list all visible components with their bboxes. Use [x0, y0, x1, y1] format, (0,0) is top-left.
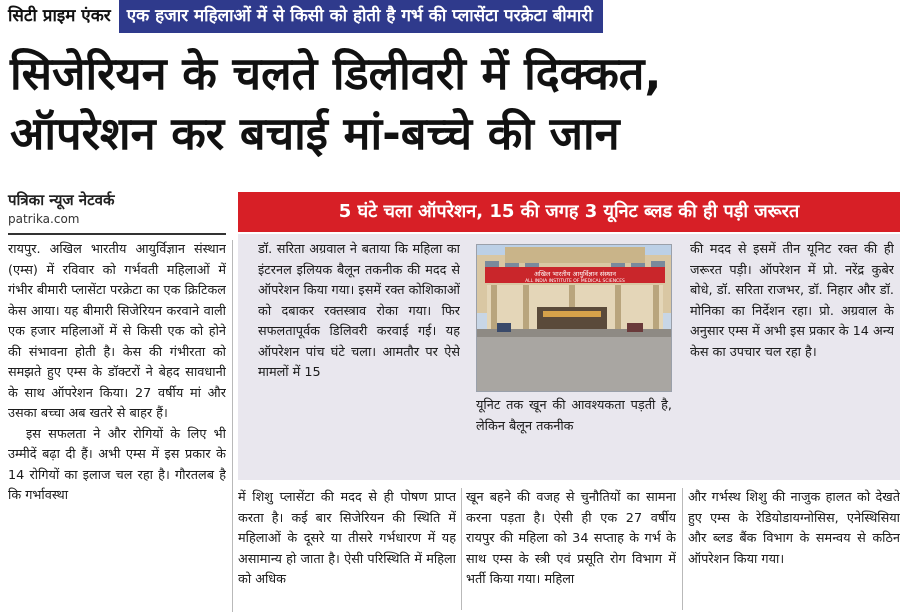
panel-column-left	[258, 240, 460, 446]
article-column-1	[8, 240, 226, 612]
headline-line-1: सिजेरियन के चलते डिलीवरी में दिक्कत,	[10, 47, 662, 100]
building-sign-line-1: अखिल भारतीय आयुर्विज्ञान संस्थान	[533, 270, 617, 278]
article-column-2	[238, 488, 456, 613]
building-sign-line-2: ALL INDIA INSTITUTE OF MEDICAL SCIENCES	[525, 279, 625, 284]
article-paragraph: खून बहने की वजह से चुनौतियों का सामना करना पड़ता है। ऐसी ही एक 27 वर्षीय रायपुर की महिला को 34 सप्ताह के गर्भ के साथ एम्स के स्त्री एवं प्रसूति रोग विभाग में भर्ती किया गया। महिला	[466, 490, 676, 587]
headline-line-2: ऑपरेशन कर बचाई मां-बच्चे की जान	[10, 107, 620, 160]
kicker-text: एक हजार महिलाओं में से किसी को होती है गर्भ की प्लासेंटा परक्रेटा बीमारी	[126, 6, 593, 26]
kicker-tag: सिटी प्राइम एंकर	[0, 0, 119, 33]
byline-name: पत्रिका न्यूज नेटवर्क	[8, 191, 115, 209]
column-divider	[232, 240, 233, 612]
kicker-strip	[0, 0, 603, 33]
article-column-3	[466, 488, 676, 613]
photo-caption	[476, 396, 672, 440]
article-paragraph: और गर्भस्थ शिशु की नाजुक हालत को देखते हुए एम्स के रेडियोडायग्नोसिस, एनेस्थिसिया और ब्लड बैंक विभाग के समन्वय से कठिन ऑपरेशन किया गया।	[688, 490, 900, 567]
byline-site: patrika.com	[8, 212, 80, 226]
subhead-banner: 5 घंटे चला ऑपरेशन, 15 की जगह 3 यूनिट ब्लड की ही पड़ी जरूरत	[238, 192, 900, 232]
article-paragraph: की मदद से इसमें तीन यूनिट रक्त की ही जरूरत पड़ी। ऑपरेशन में प्रो. नरेंद्र कुबेर बोधे, डॉ. सरिता राजभर, डॉ. निहार और डॉ. मोनिका का निर्देशन रहा। प्रो. अग्रवाल के अनुसार एम्स में अभी इस प्रकार के 14 अन्य केस का उपचार चल रहा है।	[690, 242, 894, 360]
article-paragraph: इस सफलता ने और रोगियों के लिए भी उम्मीदें बढ़ा दी हैं। अभी एम्स में इस प्रकार के 14 रोगियों का इलाज चल रहा है। गौरतलब है कि गर्भावस्था	[8, 426, 226, 503]
byline-rule	[8, 233, 226, 235]
caption-text: यूनिट तक खून की आवश्यकता पड़ती है, लेकिन बैलून तकनीक	[476, 398, 672, 434]
article-column-4	[688, 488, 900, 613]
column-divider	[461, 488, 462, 610]
panel-column-right	[690, 240, 894, 446]
building-illustration	[477, 245, 672, 392]
article-paragraph: रायपुर. अखिल भारतीय आयुर्विज्ञान संस्थान (एम्स) में रविवार को गर्भवती महिलाओं में गंभीर बीमारी प्लासेंटा परक्रेटा का एक क्रिटिकल केस आया। यह बीमारी सिजेरियन करवाने वाली एक हजार महिलाओं में से किसी एक को होने की संभावना होती है। केस की गंभीरता को समझते हुए एम्स के डॉक्टरों ने बेहद सावधानी के साथ ऑपरेशन किया। 27 वर्षीय मां और उसका बच्चा अब खतरे से बाहर हैं।	[8, 242, 226, 421]
byline	[8, 190, 115, 226]
article-paragraph: में शिशु प्लासेंटा की मदद से ही पोषण प्राप्त करता है। कई बार सिजेरियन की स्थिति में महिलाओं के दूसरे या तीसरे गर्भधारण में यह असामान्य हो जाता है। ऐसी परिस्थिति में महिला को अधिक	[238, 490, 456, 587]
column-divider	[682, 488, 683, 610]
aiims-building-photo	[476, 244, 672, 392]
headline	[10, 44, 910, 164]
article-paragraph: डॉ. सरिता अग्रवाल ने बताया कि महिला का इंटरनल इलियक बैलून तकनीक की मदद से ऑपरेशन किया गया। इसमें रक्त कोशिकाओं को दबाकर रक्तस्त्राव रोका गया। फिर सफलतापूर्वक डिलिवरी करवाई गई। यह ऑपरेशन पांच घंटे चला। आमतौर पर ऐसे मामलों में 15	[258, 242, 460, 380]
